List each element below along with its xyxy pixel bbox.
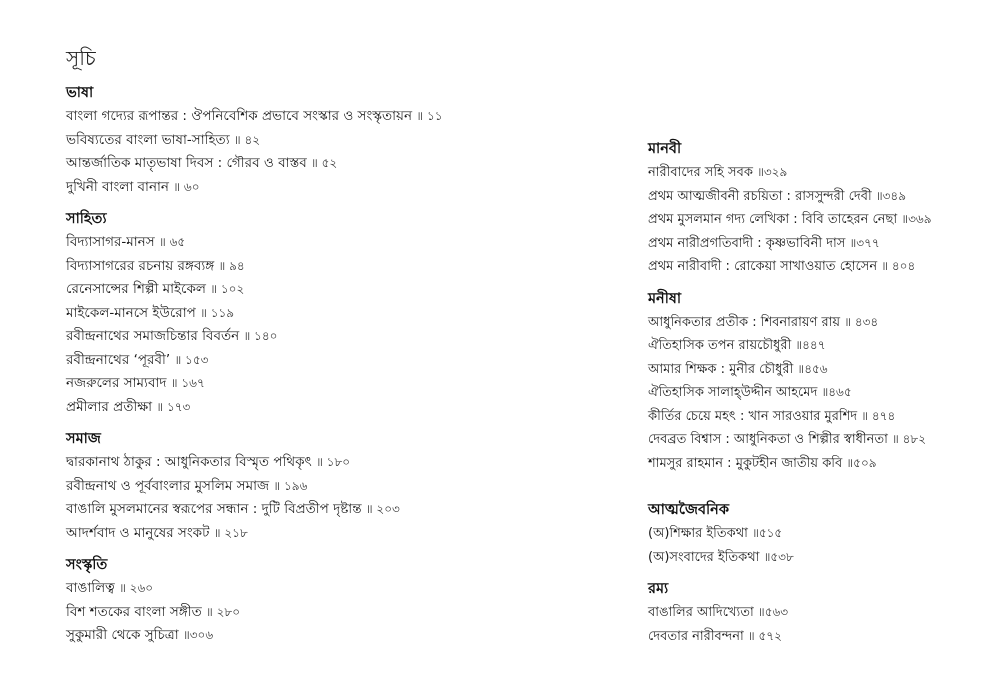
toc-entry <box>648 452 993 476</box>
entry-title: বাঙালি মুসলমানের স্বরূপের সন্ধান : দুটি বিপ্রতীপ দৃষ্টান্ত <box>66 501 362 517</box>
entry-title: ঐতিহাসিক তপন রায়চৌধুরী <box>648 338 792 353</box>
entry-title: ঐতিহাসিক সালাহ্উদ্দীন আহমেদ <box>648 385 818 400</box>
entry-title: রেনেসান্সের শিল্পী মাইকেল <box>66 281 206 297</box>
toc-entry <box>66 372 586 396</box>
entry-title: বিদ্যাসাগরের রচনায় রঙ্গব্যঙ্গ <box>66 257 215 274</box>
toc-section <box>66 208 586 419</box>
entry-title: প্রথম নারীপ্রগতিবাদী : কৃষ্ণভাবিনী দাস <box>648 235 846 251</box>
entry-title: আদর্শবাদ ও মানুষের সংকট <box>66 524 210 541</box>
toc-entry <box>66 176 586 200</box>
entry-page-number: ॥ ২০৩ <box>365 502 400 516</box>
entry-title: প্রমীলার প্রতীক্ষা <box>66 398 153 415</box>
section-heading: আত্মজৈবনিক <box>648 502 729 518</box>
toc-entry <box>66 498 586 522</box>
entry-page-number: ॥৩০৬ <box>182 628 214 642</box>
section-heading: রম্য <box>648 581 669 597</box>
toc-entry <box>648 232 993 256</box>
entry-page-number: ॥ ১১ <box>416 109 443 123</box>
entry-title: দেবতার নারীবন্দনা <box>648 628 744 644</box>
entry-page-number: ॥ ২১৮ <box>213 525 248 540</box>
toc-entry <box>66 577 586 601</box>
entry-page-number: ॥ ৪০৪ <box>881 259 916 273</box>
toc-entry <box>66 231 586 255</box>
entry-title: প্রথম মুসলমান গদ্য লেখিকা : বিবি তাহেরন নেছা <box>648 212 898 227</box>
toc-section <box>648 499 993 569</box>
toc-entry <box>66 325 586 349</box>
entry-title: বাংলা গদ্যের রূপান্তর : ঔপনিবেশিক প্রভাবে সংস্কার ও সংস্কৃতায়ন <box>66 108 413 124</box>
entry-title: (অ)সংবাদের ইতিকথা <box>648 549 760 565</box>
entry-title: দেবব্রত বিশ্বাস : আধুনিকতা ও শিল্পীর স্বাধীনতা <box>648 432 888 447</box>
entry-page-number: ॥৪৫৬ <box>797 361 828 376</box>
toc-entry <box>66 105 586 129</box>
toc-entry <box>648 334 993 358</box>
entry-title: বাঙালিত্ব <box>66 580 115 596</box>
entry-page-number: ॥৩৬৯ <box>901 212 932 226</box>
entry-title: প্রথম নারীবাদী : রোকেয়া সাখাওয়াত হোসেন <box>648 259 878 274</box>
toc-section <box>648 578 993 648</box>
entry-title: নারীবাদের সহি সবক <box>648 165 753 180</box>
entry-page-number: ॥ ৪৩৪ <box>844 314 879 329</box>
entry-title: বিশ শতকের বাংলা সঙ্গীত <box>66 603 202 620</box>
toc-entry <box>648 311 993 335</box>
toc-section <box>66 554 586 648</box>
entry-page-number: ॥ ১৪০ <box>243 329 278 343</box>
toc-entry <box>66 278 586 302</box>
entry-page-number: ॥৫১৫ <box>752 526 783 540</box>
toc-entry <box>648 625 993 649</box>
entry-page-number: ॥ ১১৯ <box>200 305 235 320</box>
entry-page-number: ॥৪৪৭ <box>795 338 826 352</box>
entry-title: বিদ্যাসাগর-মানস <box>66 234 155 250</box>
entry-title: রবীন্দ্রনাথের ‘পূরবী’ <box>66 351 171 368</box>
toc-entry <box>648 546 993 570</box>
entry-title: আধুনিকতার প্রতীক : শিবনারায়ণ রায় <box>648 314 841 330</box>
section-heading: মানবী <box>648 141 682 157</box>
entry-page-number: ॥৩৪৯ <box>875 188 906 203</box>
toc-entry <box>648 358 993 382</box>
toc-entry <box>66 152 586 176</box>
toc-left-column <box>66 82 586 657</box>
toc-right-column <box>648 138 993 657</box>
entry-page-number: ॥৩৭৭ <box>849 235 880 250</box>
toc-entry <box>66 255 586 279</box>
toc-entry <box>66 522 586 546</box>
entry-title: বাঙালির আদিখ্যেতা <box>648 605 754 620</box>
entry-page-number: ॥ ৬৫ <box>158 235 186 249</box>
toc-entry <box>66 349 586 373</box>
toc-entry <box>66 396 586 420</box>
entry-page-number: ॥ ১৫৩ <box>174 352 209 367</box>
entry-page-number: ॥ ৪২ <box>233 132 261 147</box>
entry-page-number: ॥৪৬৫ <box>821 385 852 399</box>
toc-section <box>66 82 586 199</box>
page-title: সূচি <box>66 46 96 70</box>
toc-entry <box>66 451 586 475</box>
toc-entry <box>648 255 993 279</box>
toc-entry <box>648 601 993 625</box>
entry-title: রবীন্দ্রনাথ ও পূর্ববাংলার মুসলিম সমাজ <box>66 477 270 494</box>
toc-entry <box>648 405 993 429</box>
entry-title: ভবিষ্যতের বাংলা ভাষা-সাহিত্য <box>66 131 230 148</box>
toc-section <box>66 428 586 545</box>
section-heading: সংস্কৃতি <box>66 557 108 573</box>
toc-entry <box>66 624 586 648</box>
entry-page-number: ॥ ৫৭২ <box>747 628 782 643</box>
entry-title: (অ)শিক্ষার ইতিকথা <box>648 526 748 541</box>
entry-page-number: ॥৫৩৮ <box>763 549 794 564</box>
entry-page-number: ॥ ৫২ <box>311 156 338 170</box>
entry-page-number: ॥ ২৮০ <box>206 604 241 619</box>
entry-title: নজরুলের সাম্যবাদ <box>66 375 167 391</box>
toc-entry <box>648 185 993 209</box>
toc-section <box>648 288 993 476</box>
entry-page-number: ॥৫৬৩ <box>757 605 789 619</box>
entry-title: কীর্তির চেয়ে মহৎ : খান সারওয়ার মুরশিদ <box>648 408 858 424</box>
entry-title: দ্বারকানাথ ঠাকুর : আধুনিকতার বিস্মৃত পথিকৃৎ <box>66 454 312 470</box>
toc-entry <box>648 208 993 232</box>
entry-page-number: ॥ ১০২ <box>210 282 245 296</box>
entry-page-number: ॥ ১৯৬ <box>273 478 308 493</box>
entry-title: আমার শিক্ষক : মুনীর চৌধুরী <box>648 361 794 377</box>
entry-title: আন্তর্জাতিক মাতৃভাষা দিবস : গৌরব ও বাস্তব <box>66 155 307 171</box>
toc-entry <box>648 428 993 452</box>
toc-entry <box>66 129 586 153</box>
toc-section <box>648 138 993 279</box>
entry-title: শামসুর রাহমান : মুকুটহীন জাতীয় কবি <box>648 455 843 471</box>
entry-page-number: ॥ ৪৮২ <box>892 432 927 446</box>
entry-page-number: ॥ ৬০ <box>173 179 200 194</box>
entry-title: মাইকেল-মানসে ইউরোপ <box>66 304 196 321</box>
section-heading: সমাজ <box>66 431 101 447</box>
toc-entry <box>648 522 993 546</box>
entry-page-number: ॥ ১৮০ <box>316 455 351 469</box>
entry-title: দুখিনী বাংলা বানান <box>66 178 169 195</box>
toc-entry <box>66 601 586 625</box>
entry-page-number: ॥ ১৬৭ <box>170 376 205 390</box>
toc-entry <box>648 161 993 185</box>
entry-title: প্রথম আত্মজীবনী রচয়িতা : রাসসুন্দরী দেবী <box>648 188 872 204</box>
section-heading: ভাষা <box>66 85 94 101</box>
entry-page-number: ॥৫০৯ <box>846 455 877 470</box>
entry-title: সুকুমারী থেকে সুচিত্রা <box>66 627 179 643</box>
section-heading: সাহিত্য <box>66 211 107 227</box>
toc-entry <box>66 302 586 326</box>
toc-entry <box>648 381 993 405</box>
entry-page-number: ॥ ১৭৩ <box>156 399 191 414</box>
entry-page-number: ॥ ৯৪ <box>218 258 245 273</box>
toc-entry <box>66 475 586 499</box>
entry-page-number: ॥ ২৬০ <box>119 581 154 595</box>
section-heading: মনীষা <box>648 290 682 307</box>
entry-page-number: ॥৩২৯ <box>757 165 788 179</box>
entry-page-number: ॥ ৪৭৪ <box>861 408 896 423</box>
entry-title: রবীন্দ্রনাথের সমাজচিন্তার বিবর্তন <box>66 328 240 344</box>
